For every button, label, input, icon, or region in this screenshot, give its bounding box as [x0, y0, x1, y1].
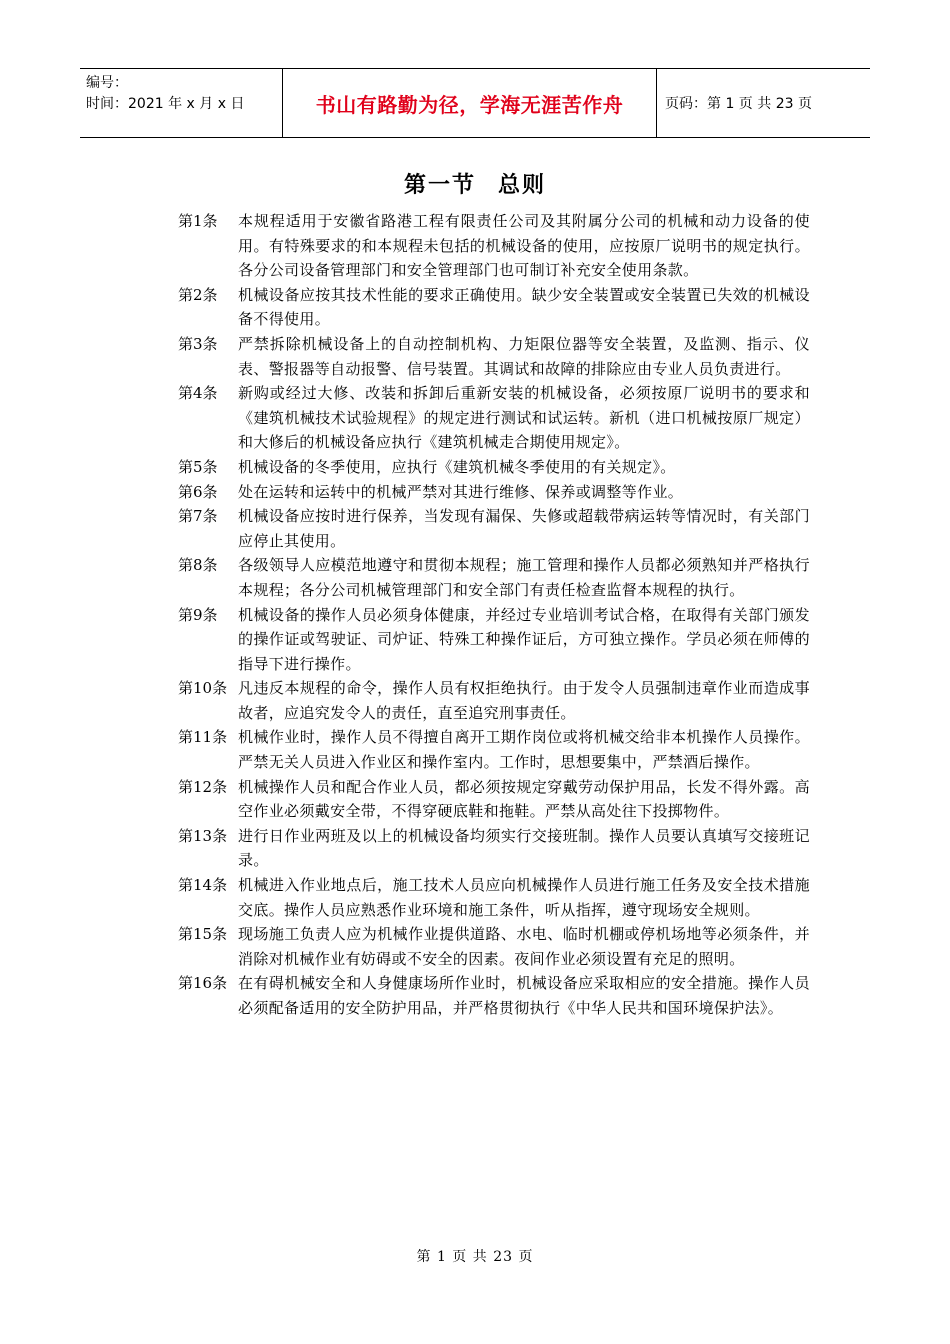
article-text: 现场施工负责人应为机械作业提供道路、水电、临时机棚或停机场地等必须条件，并消除对机械作业有妨碍或不安全的因素。夜间作业必须设置有充足的照明。 [238, 925, 810, 968]
document-number-label: 编号： [86, 75, 128, 91]
article-number: 第12条 [178, 777, 228, 796]
article-number: 第10条 [178, 679, 228, 698]
article-text: 机械设备的冬季使用，应执行《建筑机械冬季使用的有关规定》。 [238, 457, 676, 476]
article-item [178, 381, 810, 455]
article-text: 在有碍机械安全和人身健康场所作业时，机械设备应采取相应的安全措施。操作人员必须配备适用的安全防护用品，并严格贯彻执行《中华人民共和国环境保护法》。 [238, 974, 810, 1017]
article-number: 第4条 [178, 384, 218, 403]
article-text: 各级领导人应模范地遵守和贯彻本规程；施工管理和操作人员都必须熟知并严格执行本规程；各分公司机械管理部门和安全部门有责任检查监督本规程的执行。 [238, 556, 810, 599]
article-item [178, 873, 810, 922]
header-page-label: 页码：第 1 页 共 23 页 [665, 96, 812, 112]
article-item [178, 283, 810, 332]
article-item [178, 332, 810, 381]
article-text: 本规程适用于安徽省路港工程有限责任公司及其附属分公司的机械和动力设备的使用。有特殊要求的和本规程未包括的机械设备的使用，应按原厂说明书的规定执行。各分公司设备管理部门和安全管理部门也可制订补充安全使用条款。 [238, 212, 810, 280]
article-item [178, 553, 810, 602]
article-item [178, 603, 810, 677]
header-motto: 书山有路勤为径，学海无涯苦作舟 [282, 69, 657, 137]
section-title-name: 总则 [498, 173, 547, 198]
article-text: 进行日作业两班及以上的机械设备均须实行交接班制。操作人员要认真填写交接班记录。 [238, 826, 810, 870]
article-item [178, 480, 810, 505]
article-number: 第1条 [178, 212, 218, 230]
article-item [178, 725, 810, 774]
article-list [178, 209, 810, 1021]
document-time-label: 时间：2021 年 x 月 x 日 [86, 96, 245, 112]
article-text: 严禁拆除机械设备上的自动控制机构、力矩限位器等安全装置，及监测、指示、仪表、警报器等自动报警、信号装置。其调试和故障的排除应由专业人员负责进行。 [238, 334, 810, 378]
article-item [178, 971, 810, 1020]
article-number: 第13条 [178, 826, 228, 845]
header-meta [80, 69, 282, 137]
article-text: 机械设备的操作人员必须身体健康，并经过专业培训考试合格，在取得有关部门颁发的操作证或驾驶证、司炉证、特殊工种操作证后，方可独立操作。学员必须在师傅的指导下进行操作。 [238, 605, 810, 673]
article-number: 第3条 [178, 334, 218, 353]
article-number: 第5条 [178, 457, 218, 476]
article-item [178, 504, 810, 553]
article-number: 第2条 [178, 285, 218, 304]
article-text: 机械操作人员和配合作业人员，都必须按规定穿戴劳动保护用品，长发不得外露。高空作业必须戴安全带，不得穿硬底鞋和拖鞋。严禁从高处往下投掷物件。 [238, 777, 810, 821]
article-number: 第8条 [178, 556, 218, 575]
section-title-number: 第一节 [403, 173, 476, 198]
article-item [178, 676, 810, 725]
article-number: 第9条 [178, 605, 218, 624]
page-footer: 第 1 页 共 23 页 [416, 1249, 534, 1265]
article-number: 第7条 [178, 507, 218, 526]
article-text: 机械作业时，操作人员不得擅自离开工期作岗位或将机械交给非本机操作人员操作。严禁无关人员进入作业区和操作室内。工作时，思想要集中，严禁酒后操作。 [238, 728, 810, 772]
page-header [80, 68, 870, 138]
article-text: 机械设备应按时进行保养，当发现有漏保、失修或超载带病运转等情况时，有关部门应停止其使用。 [238, 507, 810, 550]
article-number: 第15条 [178, 925, 228, 944]
article-item [178, 209, 810, 283]
article-item [178, 775, 810, 824]
article-text: 机械设备应按其技术性能的要求正确使用。缺少安全装置或安全装置已失效的机械设备不得使用。 [238, 285, 810, 329]
article-item [178, 455, 810, 480]
article-text: 新购或经过大修、改装和拆卸后重新安装的机械设备，必须按原厂说明书的要求和《建筑机械技术试验规程》的规定进行测试和试运转。新机（进口机械按原厂规定）和大修后的机械设备应执行《建筑机械走合期使用规定》。 [238, 384, 810, 452]
article-text: 凡违反本规程的命令，操作人员有权拒绝执行。由于发令人员强制违章作业而造成事故者，应追究发令人的责任，直至追究刑事责任。 [238, 679, 810, 722]
section-title [0, 168, 950, 199]
article-text: 处在运转和运转中的机械严禁对其进行维修、保养或调整等作业。 [238, 482, 684, 501]
article-item [178, 922, 810, 971]
article-number: 第11条 [178, 728, 228, 747]
article-number: 第16条 [178, 974, 228, 993]
article-number: 第6条 [178, 482, 218, 501]
article-item [178, 824, 810, 873]
article-text: 机械进入作业地点后，施工技术人员应向机械操作人员进行施工任务及安全技术措施交底。操作人员应熟悉作业环境和施工条件，听从指挥，遵守现场安全规则。 [238, 876, 810, 919]
article-number: 第14条 [178, 876, 228, 895]
